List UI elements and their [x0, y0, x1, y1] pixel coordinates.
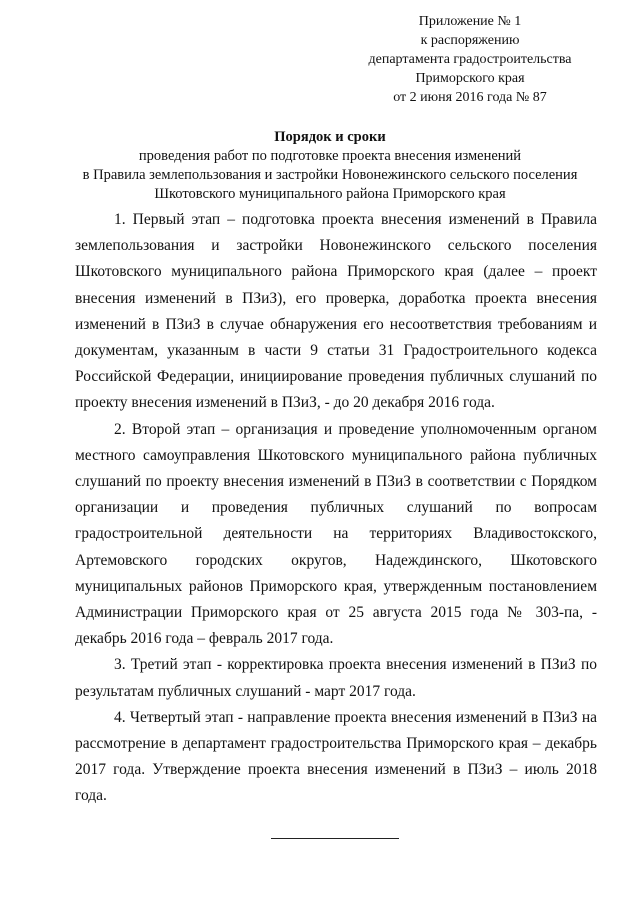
- title-subtitle-line: проведения работ по подготовке проекта внесения изменений: [138, 148, 522, 164]
- title-subtitle-line: Шкотовского муниципального района Приморского края: [154, 186, 506, 202]
- appendix-number: Приложение № 1: [418, 14, 522, 29]
- stage-3-paragraph: 3. Третий этап - корректировка проекта внесения изменений в ПЗиЗ по результатам публичных слушаний - март 2017 года.: [75, 656, 597, 700]
- appendix-order-ref: к распоряжению: [420, 33, 520, 48]
- appendix-header: [320, 12, 620, 107]
- stage-1-paragraph: 1. Первый этап – подготовка проекта внесения изменений в Правила землепользования и застройки Новонежинского сельского поселения Шкотовского муниципального района Приморского края (далее – проект внесения изменений в ПЗиЗ), его проверка, доработка проекта внесения изменений в ПЗиЗ в случае обнаружения его несоответствия требованиям и документам, указанным в части 9 статьи 31 Градостроительного кодекса Российской Федерации, инициирование проведения публичных слушаний по проекту внесения изменений в ПЗиЗ, - до 20 декабря 2016 года.: [75, 211, 597, 412]
- stage-2-paragraph: 2. Второй этап – организация и проведение уполномоченным органом местного самоуправления Шкотовского муниципального района публичных слушаний по проекту внесения изменений в ПЗиЗ в соответствии с Порядком организации и проведения публичных слушаний по вопросам градостроительной деятельности на территориях Владивостокского, Артемовского городских округов, Надеждинского, Шкотовского муниципальных районов Приморского края, утвержденным постановлением Администрации Приморского края от 25 августа 2015 года № 303-па, - декабрь 2016 года – февраль 2017 года.: [75, 420, 597, 648]
- document-title: [40, 128, 620, 204]
- title-subtitle-line: в Правила землепользования и застройки Новонежинского сельского поселения: [82, 167, 578, 183]
- document-body: [75, 207, 597, 810]
- appendix-region: Приморского края: [415, 71, 525, 86]
- stage-4-paragraph: 4. Четвертый этап - направление проекта внесения изменений в ПЗиЗ на рассмотрение в департамент градостроительства Приморского края – декабрь 2017 года. Утверждение проекта внесения изменений в ПЗиЗ – июль 2018 года.: [75, 708, 597, 805]
- title-heading: Порядок и сроки: [274, 129, 386, 145]
- appendix-date: от 2 июня 2016 года № 87: [393, 90, 547, 105]
- appendix-department: департамента градостроительства: [368, 52, 572, 67]
- end-separator-line: [271, 838, 399, 839]
